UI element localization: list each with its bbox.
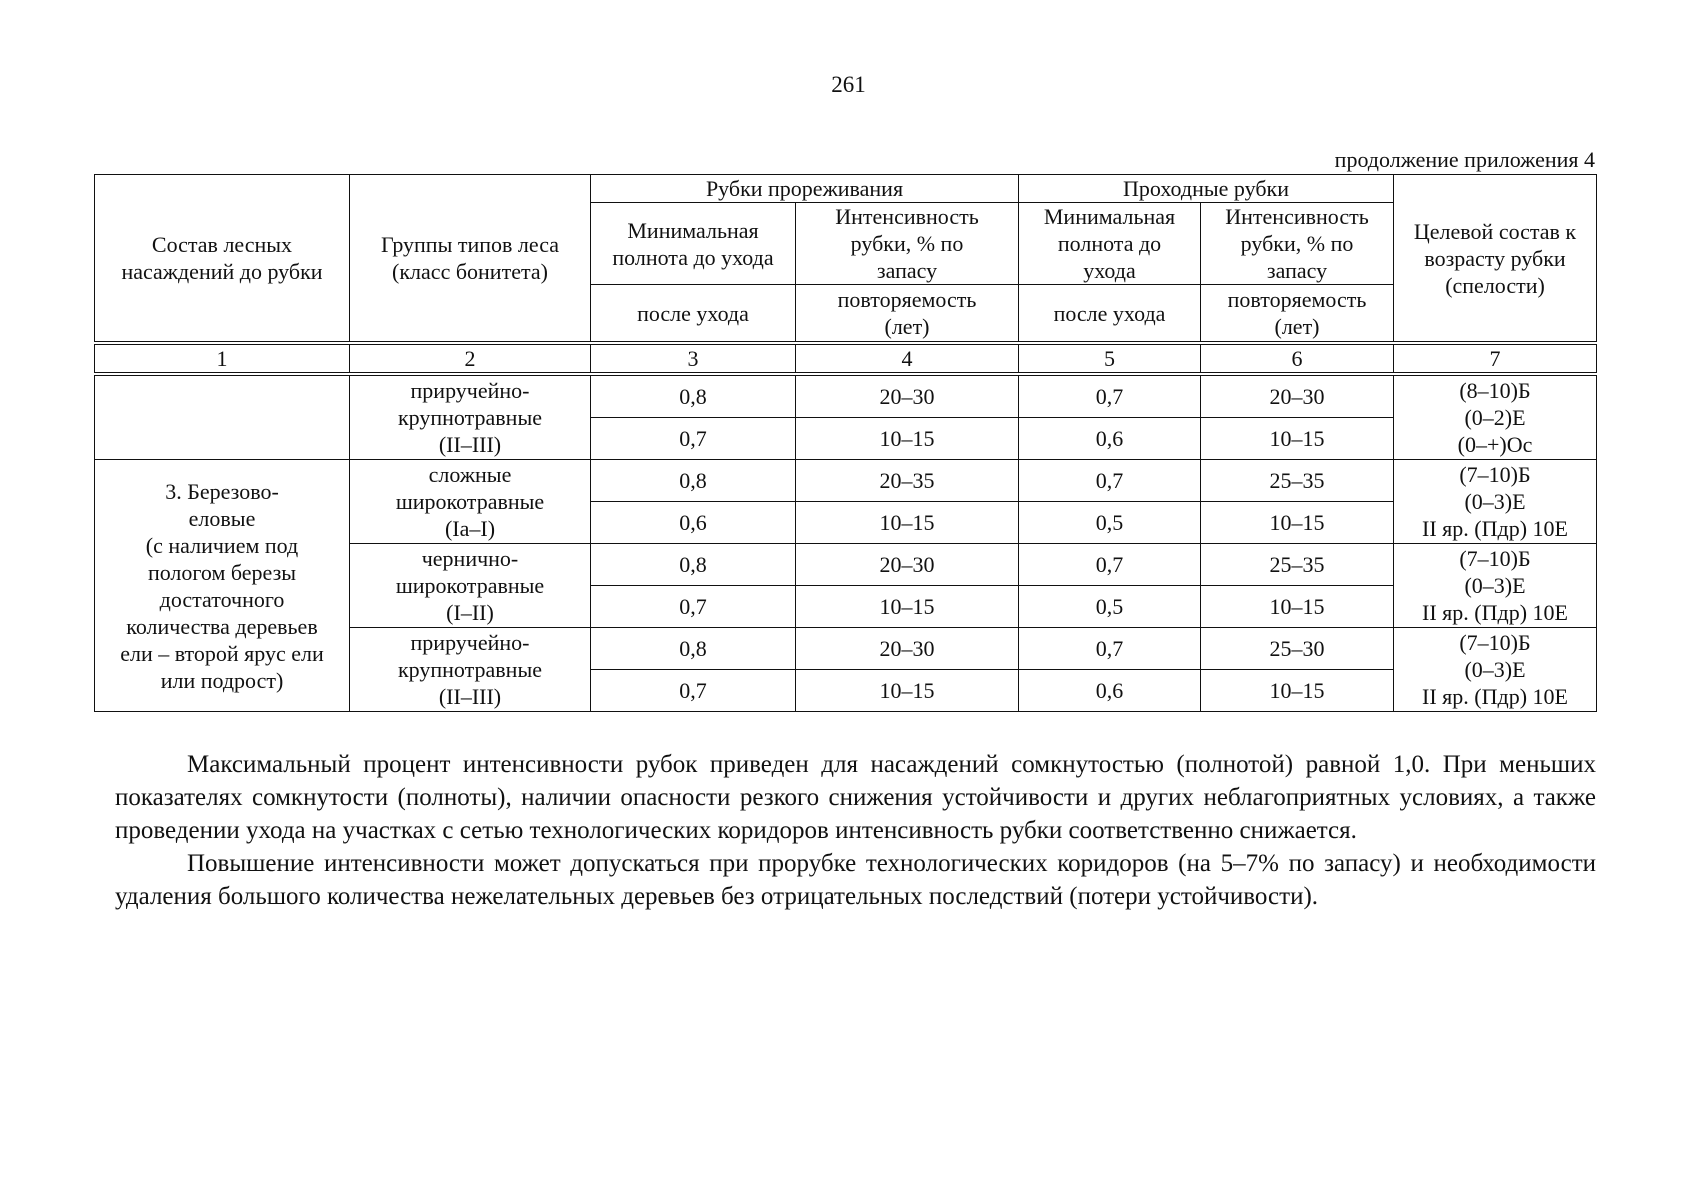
table-cell: 20–35: [796, 460, 1019, 502]
table-cell: 0,8: [591, 628, 796, 670]
forest-type-cell: приручейно- крупнотравные (II–III): [350, 628, 591, 712]
table-row: [95, 460, 1597, 502]
target-cell: (7–10)Б (0–3)Е II яр. (Пдр) 10Е: [1394, 544, 1597, 628]
table-cell: 10–15: [1201, 502, 1394, 544]
table-row: [95, 374, 1597, 418]
table-cell: 10–15: [1201, 418, 1394, 460]
table-cell: 20–30: [1201, 374, 1394, 418]
table-cell: 0,6: [1019, 418, 1201, 460]
species-cell: 3. Березово- еловые (с наличием под пологом березы достаточного количества деревьев ели – второй ярус ели или подрост): [95, 460, 350, 712]
paragraph: Повышение интенсивности может допускаться при прорубке технологических коридоров (на 5–7% по запасу) и необходимости удаления большого количества нежелательных деревьев без отрицательных последствий (потери устойчивости).: [115, 850, 1596, 910]
table-cell: 10–15: [796, 418, 1019, 460]
table-cell: 0,7: [1019, 544, 1201, 586]
target-cell: (7–10)Б (0–3)Е II яр. (Пдр) 10Е: [1394, 628, 1597, 712]
table-cell: 10–15: [1201, 586, 1394, 628]
target-cell: (8–10)Б (0–2)Е (0–+)Ос: [1394, 374, 1597, 460]
species-cell: [95, 374, 350, 460]
table-cell: 10–15: [796, 502, 1019, 544]
forest-type-cell: чернично- широкотравные (I–II): [350, 544, 591, 628]
header-target: Целевой состав к возрасту рубки (спелости): [1394, 175, 1597, 344]
table-cell: 0,7: [1019, 628, 1201, 670]
header-composition: Состав лесных насаждений до рубки: [95, 175, 350, 344]
paragraph: Максимальный процент интенсивности рубок приведен для насаждений сомкнутостью (полнотой) равной 1,0. При меньших показателях сомкнутости (полноты), наличии опасности резкого снижения устойчивости и других неблагоприятных условиях, а также проведении ухода на участках с сетью технологических коридоров интенсивность рубки соответственно снижается.: [115, 751, 1596, 844]
header-forest-type: Группы типов леса (класс бонитета): [350, 175, 591, 344]
col-number: 4: [796, 343, 1019, 374]
col-number: 2: [350, 343, 591, 374]
table-cell: 10–15: [796, 670, 1019, 712]
table-cell: 10–15: [1201, 670, 1394, 712]
header-passing: Проходные рубки: [1019, 175, 1394, 203]
table-cell: 10–15: [796, 586, 1019, 628]
table-cell: 25–30: [1201, 628, 1394, 670]
table-cell: 20–30: [796, 628, 1019, 670]
forest-type-cell: приручейно- крупнотравные (II–III): [350, 374, 591, 460]
table-cell: 0,5: [1019, 502, 1201, 544]
col-number: 3: [591, 343, 796, 374]
table-cell: 0,7: [591, 418, 796, 460]
col-number: 6: [1201, 343, 1394, 374]
header-thinning: Рубки прореживания: [591, 175, 1019, 203]
table-cell: 25–35: [1201, 544, 1394, 586]
header-after: после ухода: [591, 285, 796, 344]
header-after-2: после ухода: [1019, 285, 1201, 344]
table-cell: 0,7: [1019, 374, 1201, 418]
header-intensity: Интенсивность рубки, % по запасу: [796, 203, 1019, 285]
target-cell: (7–10)Б (0–3)Е II яр. (Пдр) 10Е: [1394, 460, 1597, 544]
forest-type-cell: сложные широкотравные (Ia–I): [350, 460, 591, 544]
table-cell: 0,6: [591, 502, 796, 544]
thinning-table: [94, 174, 1597, 712]
table-cell: 0,8: [591, 544, 796, 586]
header-repeat-2: повторяемость (лет): [1201, 285, 1394, 344]
header-intensity-2: Интенсивность рубки, % по запасу: [1201, 203, 1394, 285]
page-number: 261: [831, 72, 866, 97]
table-cell: 0,8: [591, 460, 796, 502]
table-cell: 20–30: [796, 374, 1019, 418]
table-cell: 25–35: [1201, 460, 1394, 502]
table-cell: 20–30: [796, 544, 1019, 586]
col-number: 5: [1019, 343, 1201, 374]
header-min-density: Минимальная полнота до ухода: [591, 203, 796, 285]
continuation-note: продолжение приложения 4: [1334, 147, 1595, 172]
table-cell: 0,7: [591, 670, 796, 712]
table-cell: 0,5: [1019, 586, 1201, 628]
col-number: 7: [1394, 343, 1597, 374]
header-repeat: повторяемость (лет): [796, 285, 1019, 344]
header-min-density-2: Минимальная полнота до ухода: [1019, 203, 1201, 285]
table-cell: 0,7: [1019, 460, 1201, 502]
table-cell: 0,8: [591, 374, 796, 418]
body-text: [115, 748, 1596, 913]
table-cell: 0,6: [1019, 670, 1201, 712]
table-cell: 0,7: [591, 586, 796, 628]
col-number: 1: [95, 343, 350, 374]
